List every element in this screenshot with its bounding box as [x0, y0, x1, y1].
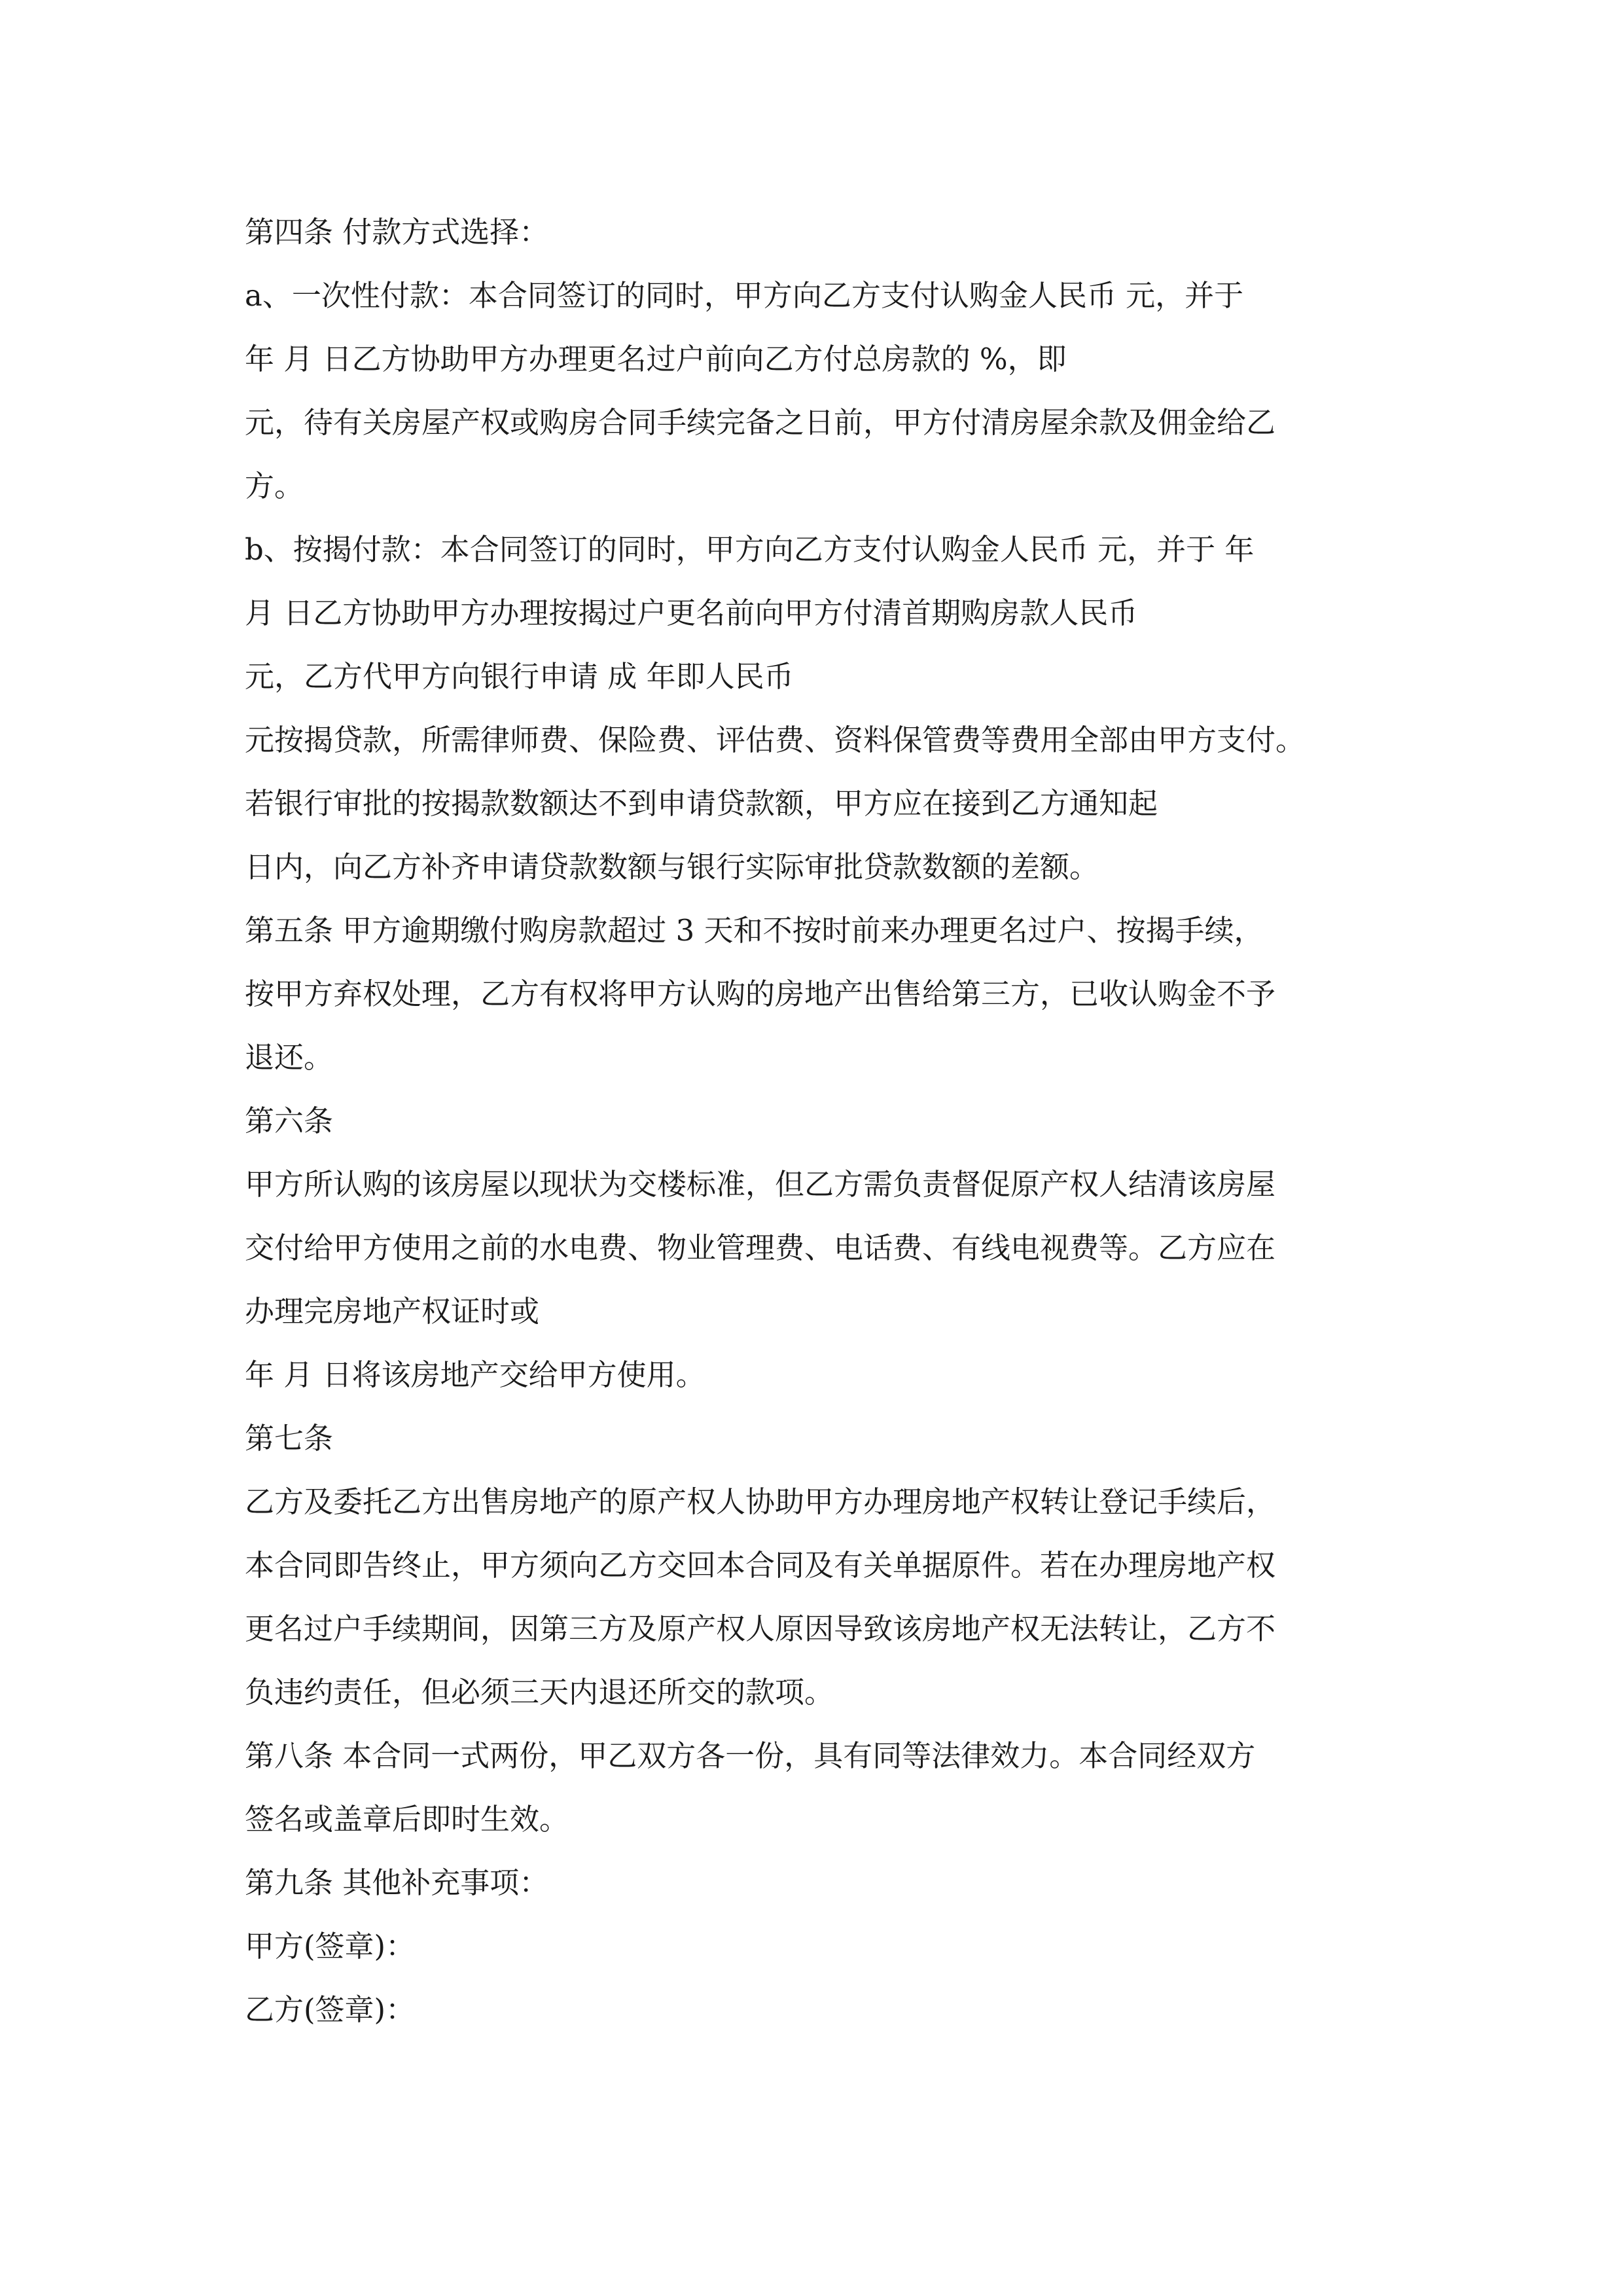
text-line: 乙方及委托乙方出售房地产的原产权人协助甲方办理房地产权转让登记手续后， [245, 1484, 1276, 1519]
text-line: 退还。 [245, 1040, 334, 1075]
article-4-heading: 第四条 付款方式选择： [245, 215, 549, 249]
article-8-text: 第八条 本合同一式两份，甲乙双方各一份，具有同等法律效力。本合同经双方 [245, 1738, 1256, 1773]
article-6-heading: 第六条 [245, 1103, 334, 1138]
text-line: 月 日乙方协助甲方办理按揭过户更名前向甲方付清首期购房款人民币 [245, 596, 1138, 630]
text-line: 甲方所认购的该房屋以现状为交楼标准，但乙方需负责督促原产权人结清该房屋 [245, 1167, 1276, 1202]
party-a-signature-line: 甲方(签章)： [245, 1929, 416, 1964]
text-line: 元按揭贷款，所需律师费、保险费、评估费、资料保管费等费用全部由甲方支付。 [245, 723, 1306, 757]
text-line: b、按揭付款：本合同签订的同时，甲方向乙方支付认购金人民币 元，并于 年 [245, 532, 1255, 567]
text-line: 按甲方弃权处理，乙方有权将甲方认购的房地产出售给第三方，已收认购金不予 [245, 977, 1276, 1011]
article-9-heading: 第九条 其他补充事项： [245, 1865, 549, 1900]
text-line: 更名过户手续期间，因第三方及原产权人原因导致该房地产权无法转让，乙方不 [245, 1611, 1276, 1646]
article-5-text: 第五条 甲方逾期缴付购房款超过 3 天和不按时前来办理更名过户、按揭手续， [245, 913, 1264, 948]
text-line: 元，乙方代甲方向银行申请 成 年即人民币 [245, 659, 794, 694]
text-line: 本合同即告终止，甲方须向乙方交回本合同及有关单据原件。若在办理房地产权 [245, 1548, 1276, 1583]
article-7-heading: 第七条 [245, 1421, 334, 1456]
text-line: a、一次性付款：本合同签订的同时，甲方向乙方支付认购金人民币 元，并于 [245, 278, 1244, 313]
text-line: 方。 [245, 469, 304, 503]
text-line: 日内，向乙方补齐申请贷款数额与银行实际审批贷款数额的差额。 [245, 850, 1099, 884]
text-line: 年 月 日乙方协助甲方办理更名过户前向乙方付总房款的 %，即 [245, 342, 1067, 376]
text-line: 交付给甲方使用之前的水电费、物业管理费、电话费、有线电视费等。乙方应在 [245, 1230, 1276, 1265]
text-line: 若银行审批的按揭款数额达不到申请贷款额，甲方应在接到乙方通知起 [245, 786, 1158, 821]
text-line: 元，待有关房屋产权或购房合同手续完备之日前，甲方付清房屋余款及佣金给乙 [245, 405, 1276, 440]
text-line: 年 月 日将该房地产交给甲方使用。 [245, 1357, 705, 1392]
text-line: 办理完房地产权证时或 [245, 1294, 540, 1329]
party-b-signature-line: 乙方(签章)： [245, 1992, 416, 2027]
text-line: 签名或盖章后即时生效。 [245, 1802, 569, 1837]
contract-body [245, 200, 1397, 2041]
text-line: 负违约责任，但必须三天内退还所交的款项。 [245, 1675, 834, 1710]
